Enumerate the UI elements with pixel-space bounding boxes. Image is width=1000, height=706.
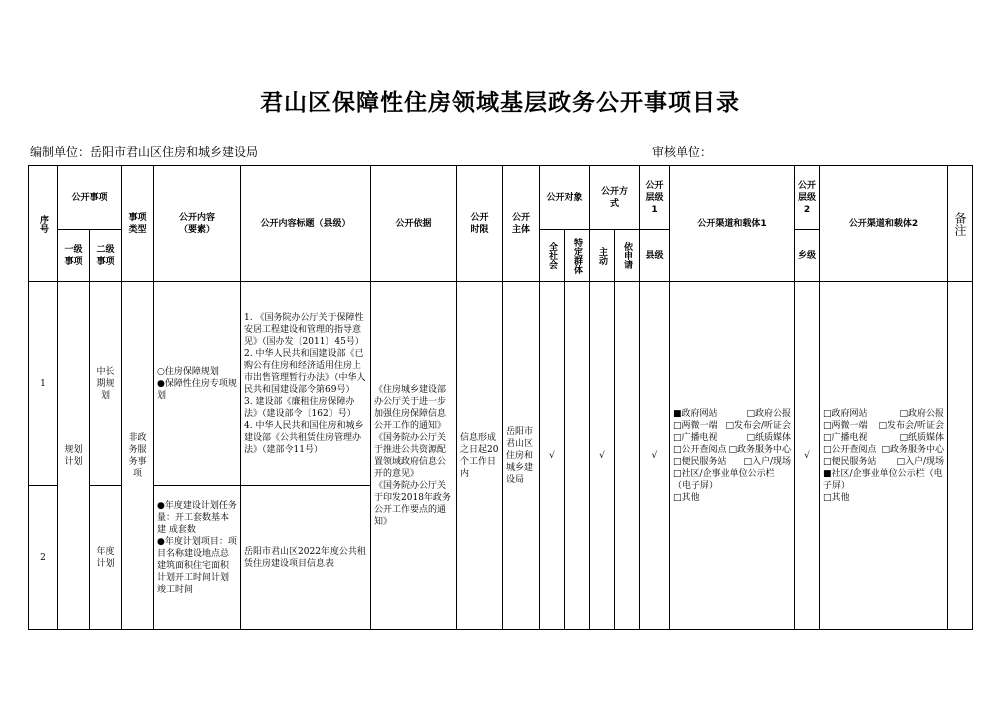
row-seq: 1 <box>29 282 58 486</box>
subject-cell: 岳阳市君山区住房和城乡建设局 <box>503 282 540 630</box>
time-cell: 信息形成之日起20个工作日内 <box>457 282 503 630</box>
header-seq: 序号 <box>29 166 58 282</box>
header-layer1-county: 县级 <box>640 230 670 282</box>
channel2-list: □政府网站 □政府公报 □两微一端 □发布会/听证会 □广播电视 □纸质媒体 □公开查阅点 □政务服务中心 □便民服务站 □入户/现场 ■社区/企事业单位公示栏（电子屏） □其他 <box>823 408 945 503</box>
standard-cell: 1. 《国务院办公厅关于保障性安居工程建设和管理的指导意见》（国办发〔2011〕45号） 2. 中华人民共和国建设部《已购公有住房和经济适用住房上市出售管理暂行办法》（中华人民共和国建设部令第69号） 3. 建设部《廉租住房保障办法》（建设部令〔162〕号） 4. 中华人民共和国住房和城乡建设部《公共租赁住房管理办法》（建部令11号） <box>241 282 371 486</box>
header-basis: 公开依据 <box>371 166 457 282</box>
header-channel2: 公开渠道和载体2 <box>820 166 948 282</box>
target-specific-mark <box>565 282 590 630</box>
content-cell: ●年度建设计划任务量：开工套数基本建 成套数 ●年度计划项目：项目名称建设地点总建筑面积住宅面积计划开工时间计划竣工时间 <box>154 486 241 630</box>
level2-cell: 年度计划 <box>90 486 122 630</box>
compiler-unit: 编制单位：岳阳市君山区住房和城乡建设局 <box>30 145 259 159</box>
row-seq: 2 <box>29 486 58 630</box>
header-layer2: 公开层级2 <box>795 166 820 230</box>
header-layer2-town: 乡级 <box>795 230 820 282</box>
type-cell: 非政务服务事项 <box>122 282 154 630</box>
header-standard: 公开内容标题（县级） <box>241 166 371 282</box>
method-apply-mark <box>615 282 640 630</box>
disclosure-table <box>28 165 973 630</box>
level1-cell: 规划计划 <box>58 282 90 630</box>
header-time: 公开时限 <box>457 166 503 282</box>
table-row <box>29 282 973 486</box>
page-title: 君山区保障性住房领域基层政务公开事项目录 <box>260 90 740 116</box>
header-type: 事项类型 <box>122 166 154 282</box>
basis-cell: 《住房城乡建设部办公厅关于进一步加强住房保障信息公开工作的通知》 《国务院办公厅关于推进公共资源配置领域政府信息公开的意见》 《国务院办公厅关于印发2018年政务公开工作要点的通知》 <box>371 282 457 630</box>
level2-cell: 中长期规划 <box>90 282 122 486</box>
header-method-active: 主动 <box>590 230 615 282</box>
header-target-specific: 特定群体 <box>565 230 590 282</box>
header-layer1: 公开层级1 <box>640 166 670 230</box>
channel2-cell <box>820 282 948 630</box>
content-cell: ○住房保障规划 ●保障性住房专项规划 <box>154 282 241 486</box>
header-method-apply: 依申请 <box>615 230 640 282</box>
channel1-cell <box>670 282 795 630</box>
method-active-mark: √ <box>590 282 615 630</box>
header-channel1: 公开渠道和载体1 <box>670 166 795 282</box>
header-item: 公开事项 <box>58 166 122 230</box>
header-target-all: 全社会 <box>540 230 565 282</box>
layer1-county-mark: √ <box>640 282 670 630</box>
reviewer-unit: 审核单位： <box>652 145 713 159</box>
header-remark: 备注 <box>948 166 973 282</box>
channel1-list: ■政府网站 □政府公报 □两微一端 □发布会/听证会 □广播电视 □纸质媒体 □公开查阅点 □政务服务中心 □便民服务站 □入户/现场 □社区/企事业单位公示栏（电子屏） □其他 <box>673 408 792 503</box>
header-subject: 公开主体 <box>503 166 540 282</box>
header-target: 公开对象 <box>540 166 590 230</box>
target-all-mark: √ <box>540 282 565 630</box>
layer2-town-mark: √ <box>795 282 820 630</box>
header-level1: 一级事项 <box>58 230 90 282</box>
header-level2: 二级事项 <box>90 230 122 282</box>
header-content: 公开内容（要素） <box>154 166 241 282</box>
standard-cell: 岳阳市君山区2022年度公共租赁住房建设项目信息表 <box>241 486 371 630</box>
header-method: 公开方式 <box>590 166 640 230</box>
remark-cell <box>948 282 973 630</box>
